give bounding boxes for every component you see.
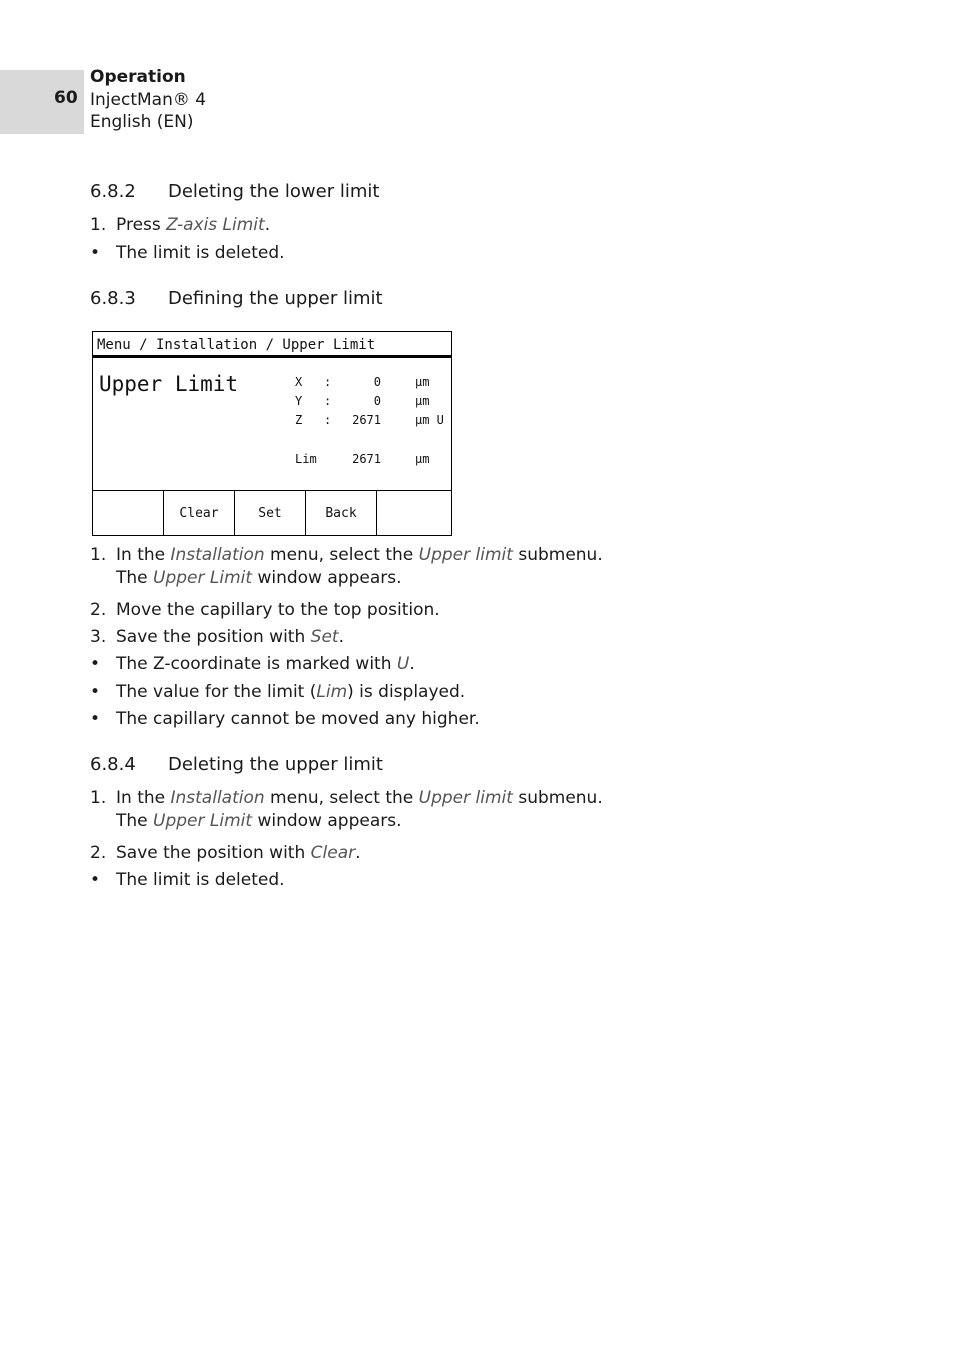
bullet: • xyxy=(90,709,101,729)
bullet: • xyxy=(90,682,101,702)
heading-6-8-2 xyxy=(90,181,379,202)
bullet: • xyxy=(90,870,101,890)
softkey-back[interactable]: Back xyxy=(306,491,377,536)
header-section: Operation xyxy=(90,67,186,87)
row-z-sep: : xyxy=(324,413,332,427)
row-x-sep: : xyxy=(324,375,332,389)
screen-breadcrumb: Menu / Installation / Upper Limit xyxy=(93,332,451,358)
bullet: • xyxy=(90,243,101,263)
step-6-8-4-1: 1. In the Installation menu, select the Upper limit submenu. The Upper Limit window appears. xyxy=(90,788,603,831)
header-product: InjectMan® 4 xyxy=(90,89,207,110)
heading-title: Defining the upper limit xyxy=(168,288,383,309)
step-6-8-3-2: 2. Move the capillary to the top position. xyxy=(90,600,440,620)
row-lim-unit: µm xyxy=(415,452,430,466)
heading-number: 6.8.2 xyxy=(90,181,136,202)
bullet-6-8-4-1: • The limit is deleted. xyxy=(90,870,285,890)
heading-number: 6.8.3 xyxy=(90,288,136,309)
heading-title: Deleting the lower limit xyxy=(168,181,380,202)
row-x-label: X xyxy=(295,375,303,389)
row-z-value: 2671 xyxy=(352,413,381,427)
heading-number: 6.8.4 xyxy=(90,754,136,775)
step-6-8-3-3: 3. Save the position with Set. xyxy=(90,627,344,647)
heading-6-8-3 xyxy=(90,288,383,309)
row-x-value: 0 xyxy=(373,375,381,389)
bullet-6-8-3-2: • The value for the limit (Lim) is displayed. xyxy=(90,682,466,702)
bullet-6-8-2-1: • The limit is deleted. xyxy=(90,243,285,263)
row-lim-value: 2671 xyxy=(352,452,381,466)
step-6-8-4-2: 2. Save the position with Clear. xyxy=(90,843,361,863)
step-6-8-3-1: 1. In the Installation menu, select the Upper limit submenu. The Upper Limit window appears. xyxy=(90,545,603,588)
row-y-unit: µm xyxy=(415,394,430,408)
step-6-8-2-1: 1. Press Z-axis Limit. xyxy=(90,215,271,235)
screen-title: Upper Limit xyxy=(99,372,239,396)
running-header xyxy=(90,66,206,134)
softkey-clear[interactable]: Clear xyxy=(164,491,235,536)
row-z-unit: µm U xyxy=(415,413,444,427)
row-lim-label: Lim xyxy=(295,452,317,466)
heading-title: Deleting the upper limit xyxy=(168,754,383,775)
row-y-label: Y xyxy=(295,394,303,408)
bullet-6-8-3-3: • The capillary cannot be moved any higher. xyxy=(90,709,480,729)
page-number: 60 xyxy=(54,88,78,108)
row-z-label: Z xyxy=(295,413,303,427)
softkey-5[interactable] xyxy=(377,491,451,536)
device-screen xyxy=(92,331,452,536)
row-y-value: 0 xyxy=(373,394,381,408)
row-x-unit: µm xyxy=(415,375,430,389)
bullet: • xyxy=(90,654,101,674)
softkey-set[interactable]: Set xyxy=(235,491,306,536)
softkey-bar xyxy=(93,490,451,536)
heading-6-8-4 xyxy=(90,754,383,775)
row-y-sep: : xyxy=(324,394,332,408)
bullet-6-8-3-1: • The Z-coordinate is marked with U. xyxy=(90,654,415,674)
header-language: English (EN) xyxy=(90,112,194,132)
softkey-1[interactable] xyxy=(93,491,164,536)
